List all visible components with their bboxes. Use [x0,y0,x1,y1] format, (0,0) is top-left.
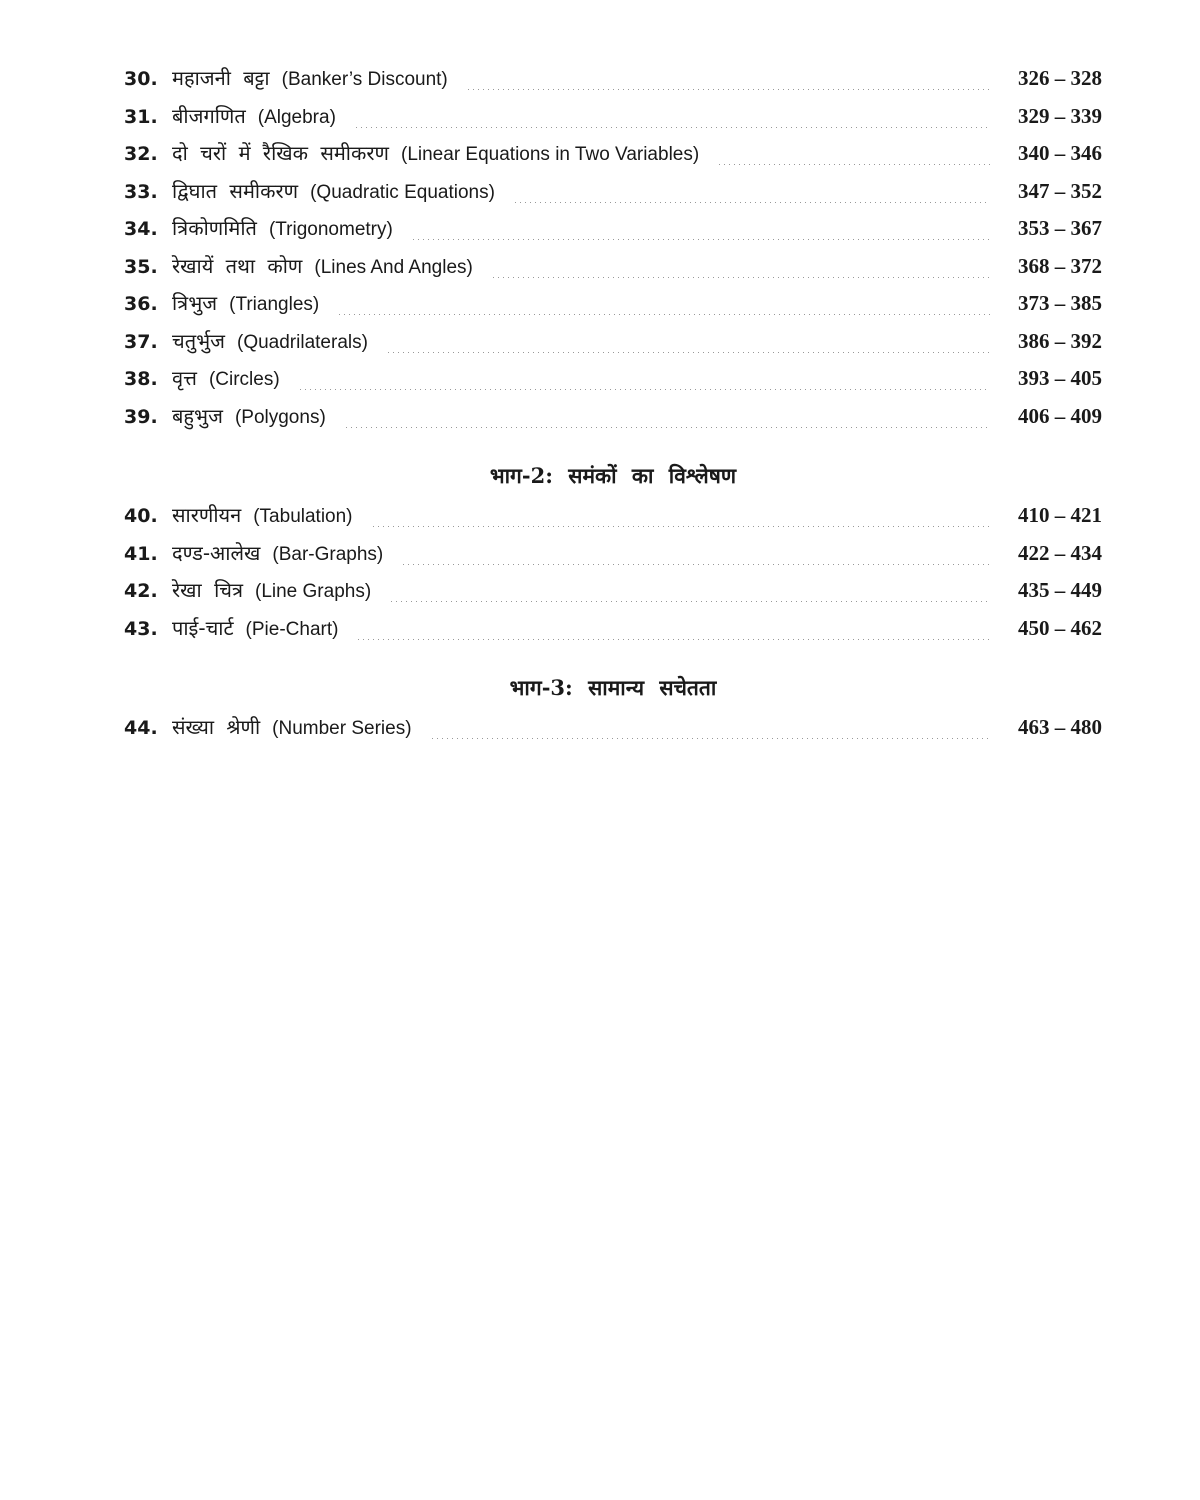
toc-entry[interactable] [124,252,1102,290]
entry-number: 35. [124,255,158,278]
toc-entry[interactable] [124,177,1102,215]
dot-leader [337,314,990,315]
dot-leader [356,639,990,640]
entry-title-english: (Quadratic Equations) [310,181,495,203]
entry-pages: 435 – 449 [1018,578,1102,602]
toc-entry[interactable] [124,501,1102,539]
toc-entry[interactable] [124,64,1102,102]
entry-pages: 393 – 405 [1018,366,1102,390]
section-heading-part-3: भाग-3: सामान्य सचेतता [509,675,717,700]
toc-entry[interactable] [124,713,1102,751]
entry-title-english: (Number Series) [272,718,412,739]
entry-title-english: (Lines And Angles) [314,256,473,278]
entry-pages: 406 – 409 [1018,403,1102,428]
entry-number: 38. [124,368,158,390]
entry-pages: 386 – 392 [1018,328,1102,353]
entry-number: 42. [124,580,158,602]
toc-entry[interactable] [124,614,1102,652]
dot-leader [371,526,990,527]
dot-leader [466,89,990,90]
toc-entry[interactable] [124,102,1102,140]
entry-pages: 347 – 352 [1018,178,1102,203]
toc-entry[interactable] [124,214,1102,252]
entry-title-english: (Algebra) [257,106,336,128]
dot-leader [401,564,990,565]
entry-title-hindi: सारणीयन [172,503,242,527]
entry-title-hindi: रेखा चित्र [172,578,243,602]
entry-number: 37. [124,330,158,353]
entry-number: 34. [124,218,158,240]
entry-number: 32. [124,143,158,165]
entry-title-hindi: चतुर्भुज [172,328,225,353]
dot-leader [513,202,990,203]
entry-pages: 410 – 421 [1018,503,1102,527]
toc-group-2 [124,501,1102,651]
entry-pages: 422 – 434 [1018,540,1102,565]
entry-pages: 340 – 346 [1018,141,1102,165]
entry-title-hindi: पाई-चार्ट [172,615,234,640]
toc-entry[interactable] [124,402,1102,440]
toc-group-1 [124,64,1102,439]
dot-leader [344,427,990,428]
dot-leader [386,352,990,353]
entry-title-hindi: दण्ड-आलेख [172,540,261,565]
entry-pages: 353 – 367 [1018,216,1102,240]
entry-number: 40. [124,505,158,527]
entry-pages: 373 – 385 [1018,291,1102,315]
entry-number: 31. [124,105,158,128]
entry-title-hindi: संख्या श्रेणी [172,715,261,739]
entry-title-english: (Linear Equations in Two Variables) [401,144,700,165]
entry-pages: 450 – 462 [1018,615,1102,640]
entry-number: 36. [124,293,158,315]
entry-title-english: (Polygons) [234,406,326,428]
dot-leader [491,277,990,278]
entry-title-hindi: त्रिकोणमिति [172,216,257,240]
entry-pages: 368 – 372 [1018,253,1102,278]
dot-leader [411,239,990,240]
dot-leader [430,738,990,739]
entry-title-english: (Tabulation) [253,506,353,527]
entry-pages: 326 – 328 [1018,66,1102,90]
entry-title-hindi: वृत्त [172,366,197,390]
entry-pages: 463 – 480 [1018,715,1102,739]
entry-title-english: (Line Graphs) [255,581,372,602]
toc-entry[interactable] [124,327,1102,365]
entry-number: 33. [124,180,158,203]
entry-pages: 329 – 339 [1018,103,1102,128]
entry-number: 41. [124,542,158,565]
entry-title-english: (Pie-Chart) [245,618,339,640]
toc-entry[interactable] [124,289,1102,327]
entry-title-english: (Bar-Graphs) [272,543,384,565]
table-of-contents [124,64,1102,751]
entry-title-english: (Trigonometry) [268,219,393,240]
toc-entry[interactable] [124,576,1102,614]
entry-number: 30. [124,68,158,90]
entry-title-english: (Triangles) [229,294,320,315]
entry-title-hindi: दो चरों में रैखिक समीकरण [172,141,389,165]
entry-title-hindi: रेखायें तथा कोण [172,253,303,278]
entry-title-hindi: बहुभुज [172,403,223,428]
dot-leader [389,601,990,602]
dot-leader [717,164,990,165]
toc-group-3 [124,713,1102,751]
entry-number: 39. [124,405,158,428]
entry-title-english: (Quadrilaterals) [237,331,368,353]
entry-title-english: (Banker’s Discount) [281,69,448,90]
entry-title-english: (Circles) [208,369,280,390]
toc-entry[interactable] [124,139,1102,177]
entry-number: 44. [124,717,158,739]
dot-leader [298,389,990,390]
entry-title-hindi: बीजगणित [172,103,246,128]
toc-entry[interactable] [124,539,1102,577]
section-heading-part-2: भाग-2: समंकों का विश्लेषण [489,463,737,488]
toc-entry[interactable] [124,364,1102,402]
dot-leader [354,127,990,128]
entry-title-hindi: द्विघात समीकरण [172,178,299,203]
entry-number: 43. [124,617,158,640]
entry-title-hindi: त्रिभुज [172,291,218,315]
entry-title-hindi: महाजनी बट्टा [172,66,270,90]
